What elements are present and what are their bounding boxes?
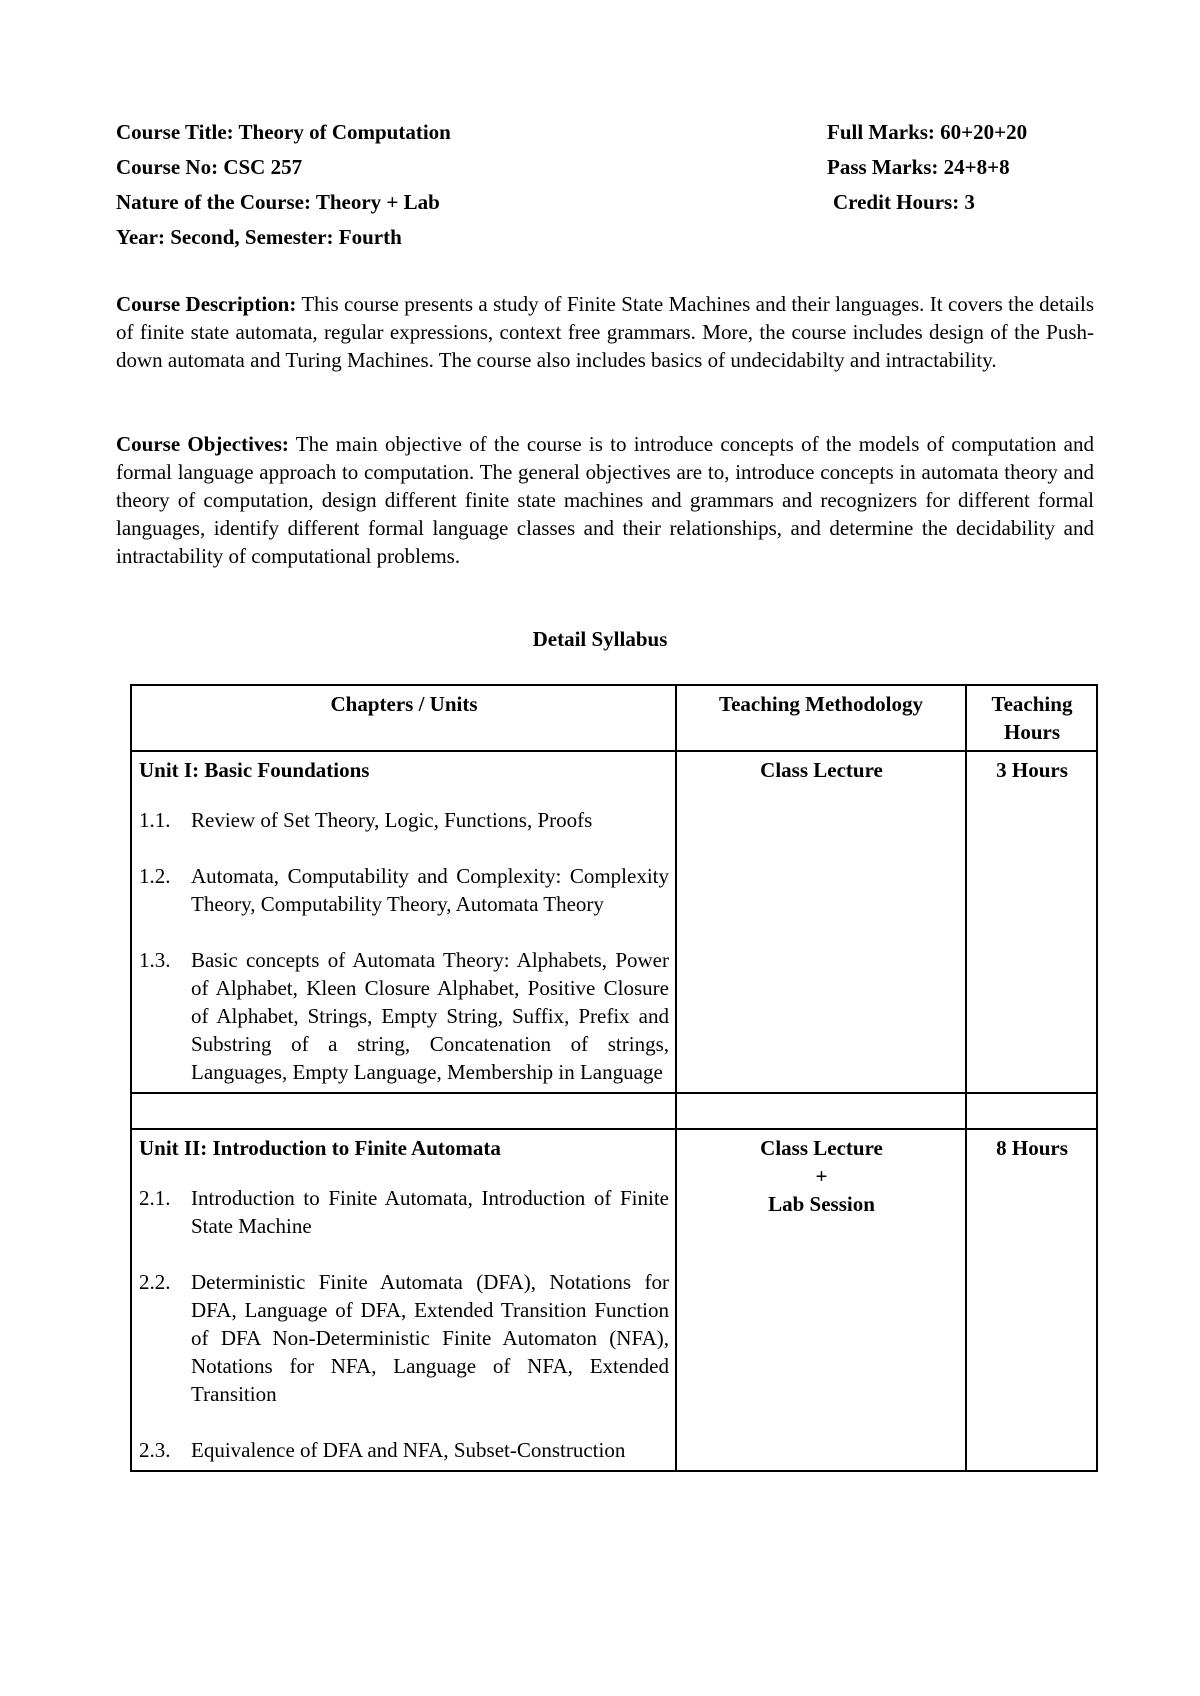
table-row-unit-1 [131,751,1097,1093]
syllabus-heading: Detail Syllabus [532,627,668,651]
course-number: Course No: CSC 257 [116,155,303,179]
topic-1-3 [139,946,669,1086]
syllabus-table [130,684,1098,1472]
topic-number: 2.2. [139,1270,171,1294]
table-header-row [131,685,1097,751]
credit-hours: Credit Hours: 3 [833,190,975,214]
topic-text: Introduction to Finite Automata, Introduction of Finite State Machine [191,1186,669,1238]
methodology-lab: Lab Session [768,1192,875,1216]
spacer-cell [131,1093,676,1129]
course-objectives-text: The main objective of the course is to introduce concepts of the models of computation and formal language approach to computation. The general objectives are to, introduce concepts in automata theory and theory of computation, design different finite state machines and grammars and recognizers for different formal languages, identify different formal language classes and their relationships, and determine the decidability and intractability of computational problems. [116,432,1094,568]
topic-number: 2.1. [139,1186,171,1210]
unit-1-title: Unit I: Basic Foundations [139,758,370,782]
unit-2-content [131,1129,676,1471]
methodology-lecture: Class Lecture [760,758,883,782]
topic-2-2 [139,1268,669,1408]
methodology-plus: + [815,1164,828,1188]
course-title: Course Title: Theory of Computation [116,120,451,144]
pass-marks: Pass Marks: 24+8+8 [827,155,1010,179]
course-info-right [827,115,1027,220]
course-info-left [116,115,451,255]
unit-2-title: Unit II: Introduction to Finite Automata [139,1136,501,1160]
topic-number: 2.3. [139,1438,171,1462]
topic-number: 1.1. [139,808,171,832]
spacer-cell [966,1093,1097,1129]
topic-1-1 [139,806,669,834]
unit-2-hours: 8 Hours [966,1129,1097,1471]
topic-text: Basic concepts of Automata Theory: Alphabets, Power of Alphabet, Kleen Closure Alphabet, Positive Closure of Alphabet, Strings, Empty String, Suffix, Prefix and Substring of a string, Concatenation of strings, Languages, Empty Language, Membership in Language [191,948,669,1084]
topic-text: Review of Set Theory, Logic, Functions, Proofs [191,808,593,832]
course-objectives [116,430,1094,570]
course-description [116,290,1094,374]
topic-2-1 [139,1184,669,1240]
unit-2-methodology [676,1129,966,1471]
topic-number: 1.2. [139,864,171,888]
header-chapters: Chapters / Units [131,685,676,751]
course-description-label: Course Description: [116,292,297,316]
course-objectives-label: Course Objectives: [116,432,289,456]
unit-1-hours: 3 Hours [966,751,1097,1093]
topic-2-3 [139,1436,669,1464]
unit-1-methodology [676,751,966,1093]
spacer-cell [676,1093,966,1129]
topic-text: Automata, Computability and Complexity: Complexity Theory, Computability Theory, Automata Theory [191,864,669,916]
methodology-lecture: Class Lecture [760,1136,883,1160]
table-row-unit-2 [131,1129,1097,1471]
course-year-semester: Year: Second, Semester: Fourth [116,225,402,249]
full-marks: Full Marks: 60+20+20 [827,120,1028,144]
topic-text: Deterministic Finite Automata (DFA), Notations for DFA, Language of DFA, Extended Transition Function of DFA Non-Deterministic Finite Automaton (NFA), Notations for NFA, Language of NFA, Extended Transition [191,1270,669,1406]
topic-text: Equivalence of DFA and NFA, Subset-Construction [191,1438,626,1462]
course-nature: Nature of the Course: Theory + Lab [116,190,440,214]
topic-number: 1.3. [139,948,171,972]
topic-1-2 [139,862,669,918]
course-description-text: This course presents a study of Finite State Machines and their languages. It covers the details of finite state automata, regular expressions, context free grammars. More, the course includes design of the Push-down automata and Turing Machines. The course also includes basics of undecidabilty and intractability. [116,292,1094,372]
table-spacer-row [131,1093,1097,1129]
header-hours: Teaching Hours [966,685,1097,751]
unit-1-content [131,751,676,1093]
header-methodology: Teaching Methodology [676,685,966,751]
